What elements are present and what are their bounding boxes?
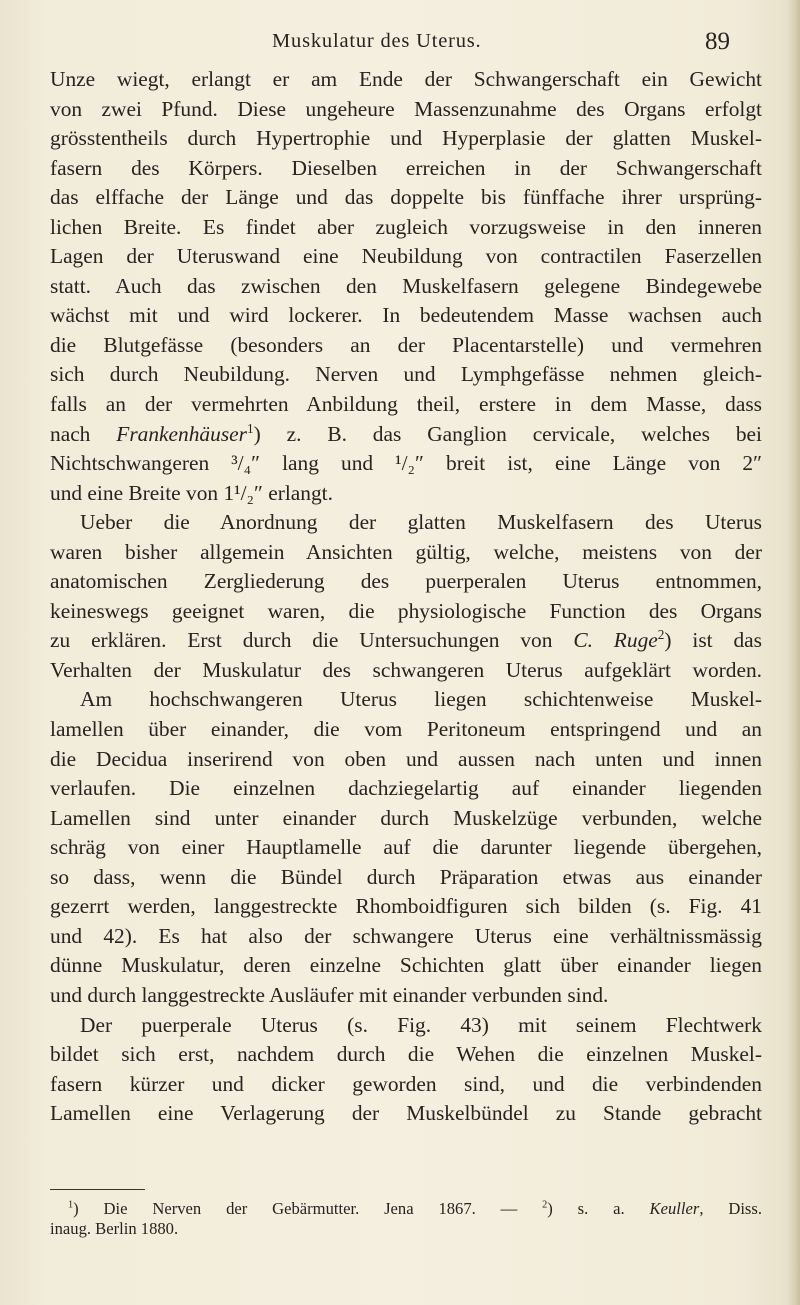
text-line: Ueber die Anordnung der glatten Muskelfasern des Uterus	[80, 510, 762, 535]
footnote-separator	[50, 1189, 145, 1190]
text-line: und 42). Es hat also der schwangere Uterus eine verhältnissmässig	[50, 923, 762, 948]
running-head: Muskulatur des Uterus.	[272, 30, 482, 52]
text-line: von zwei Pfund. Diese ungeheure Massenzunahme des Organs erfolgt	[50, 96, 762, 121]
text-line-with-footnote-ref	[50, 626, 762, 656]
text-line: das elffache der Länge und das doppelte bis fünffache ihrer ursprüng-	[50, 185, 762, 210]
text-line: fasern des Körpers. Dieselben erreichen in der Schwangerschaft	[50, 155, 762, 180]
text-fragment: nach	[50, 421, 117, 446]
footnote-text: ) s. a.	[547, 1199, 650, 1218]
text-line: Lamellen eine Verlagerung der Muskelbündel zu Stande gebracht	[50, 1101, 762, 1126]
text-line: Lamellen sind unter einander durch Muskelzüge verbunden, welche	[50, 805, 762, 830]
author-name: C. Ruge	[573, 628, 658, 653]
author-name: Frankenhäuser	[116, 421, 247, 446]
text-line: die Decidua inserirend von oben und aussen nach unten und innen	[50, 746, 762, 771]
text-line: waren bisher allgemein Ansichten gültig, welche, meistens von der	[50, 539, 762, 564]
text-line: dünne Muskulatur, deren einzelne Schichten glatt über einander liegen	[50, 953, 762, 978]
text-line: Lagen der Uteruswand eine Neubildung von contractilen Faserzellen	[50, 244, 762, 269]
text-fragment: ) z. B. das Ganglion cervicale, welches bei	[253, 421, 762, 446]
text-line: bildet sich erst, nachdem durch die Wehen die einzelnen Muskel-	[50, 1042, 762, 1067]
footnote-ref: 2	[657, 627, 665, 643]
text-line: grösstentheils durch Hypertrophie und Hyperplasie der glatten Muskel-	[50, 126, 762, 151]
text-fragment: ) ist das	[664, 628, 762, 653]
text-line: lichen Breite. Es findet aber zugleich vorzugsweise in den inneren	[50, 214, 762, 239]
text-line: schräg von einer Hauptlamelle auf die darunter liegende übergehen,	[50, 835, 762, 860]
footnote-marker: 1	[68, 1199, 74, 1211]
text-line: lamellen über einander, die vom Peritoneum entspringend und an	[50, 717, 762, 742]
text-line: wächst mit und wird lockerer. In bedeutendem Masse wachsen auch	[50, 303, 762, 328]
text-line: und durch langgestreckte Ausläufer mit einander verbunden sind.	[50, 982, 609, 1007]
text-line: so dass, wenn die Bündel durch Präparation etwas aus einander	[50, 864, 762, 889]
footnote-line	[50, 1199, 762, 1219]
page-number: 89	[705, 28, 730, 55]
text-line: keineswegs geeignet waren, die physiologische Function des Organs	[50, 598, 762, 623]
text-line: verlaufen. Die einzelnen dachziegelartig auf einander liegenden	[50, 776, 762, 801]
text-line: sich durch Neubildung. Nerven und Lymphgefässe nehmen gleich-	[50, 362, 762, 387]
footnote-line: inaug. Berlin 1880.	[50, 1219, 179, 1238]
footnote-text: , Diss.	[699, 1199, 762, 1218]
text-line: falls an der vermehrten Anbildung theil, erstere in dem Masse, dass	[50, 392, 762, 417]
text-line: fasern kürzer und dicker geworden sind, und die verbindenden	[50, 1071, 762, 1096]
author-name: Keuller	[649, 1199, 700, 1218]
text-line: und eine Breite von 1¹/₂″ erlangt.	[50, 480, 333, 505]
text-line: gezerrt werden, langgestreckte Rhomboidfiguren sich bilden (s. Fig. 41	[50, 894, 762, 919]
footnote-ref: 1	[246, 420, 254, 436]
footnotes	[50, 1199, 762, 1239]
text-line: Nichtschwangeren ³/₄″ lang und ¹/₂″ breit ist, eine Länge von 2″	[50, 451, 762, 476]
text-line: Unze wiegt, erlangt er am Ende der Schwangerschaft ein Gewicht	[50, 67, 762, 91]
text-line-with-footnote-ref	[50, 420, 762, 450]
body-text	[50, 65, 762, 1129]
text-line: statt. Auch das zwischen den Muskelfasern gelegene Bindegewebe	[50, 273, 762, 298]
text-line: Am hochschwangeren Uterus liegen schichtenweise Muskel-	[80, 687, 762, 712]
page-header	[0, 28, 800, 58]
page-edge-shadow	[786, 0, 800, 1305]
footnote-marker: 2	[542, 1199, 548, 1211]
text-line: die Blutgefässe (besonders an der Placentarstelle) und vermehren	[50, 332, 762, 357]
text-fragment: zu erklären. Erst durch die Untersuchungen von	[50, 628, 574, 653]
text-line: Der puerperale Uterus (s. Fig. 43) mit seinem Flechtwerk	[80, 1012, 762, 1037]
footnote-text: ) Die Nerven der Gebärmutter. Jena 1867. —	[73, 1199, 543, 1218]
text-line: Verhalten der Muskulatur des schwangeren Uterus aufgeklärt worden.	[50, 657, 762, 682]
text-line: anatomischen Zergliederung des puerperalen Uterus entnommen,	[50, 569, 762, 594]
